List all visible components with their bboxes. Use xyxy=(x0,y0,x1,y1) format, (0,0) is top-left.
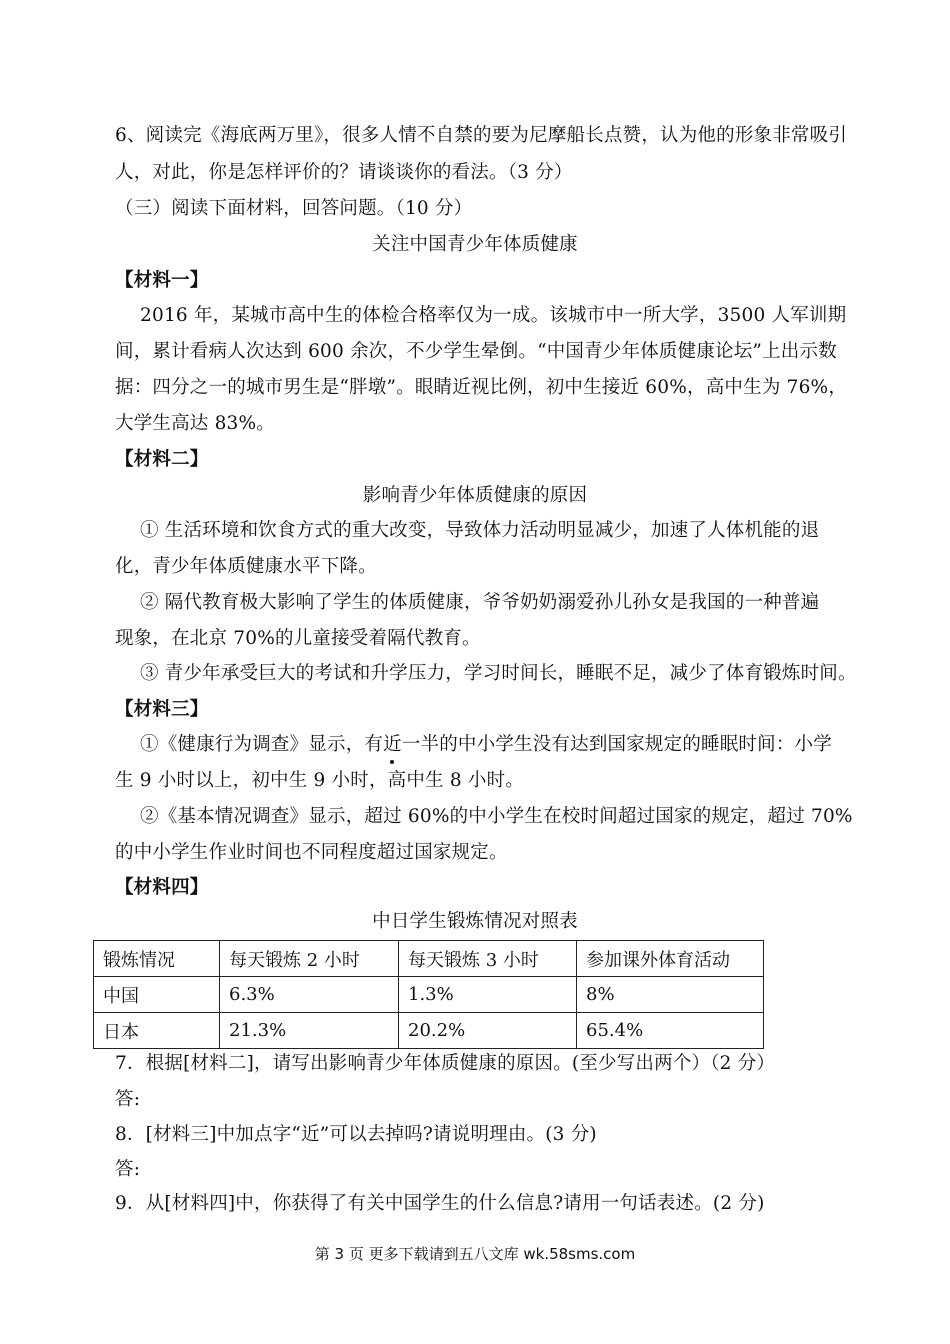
table-cell: 1.3% xyxy=(399,977,577,1013)
material-3-line: 的中小学生作业时间也不同程度超过国家规定。 xyxy=(115,842,508,863)
table-cell: 6.3% xyxy=(220,977,399,1013)
table-cell: 日本 xyxy=(94,1013,220,1049)
table-header-cell: 锻炼情况 xyxy=(94,941,220,977)
question-7: 7．根据[材料二]，请写出影响青少年体质健康的原因。(至少写出两个）（2 分） xyxy=(115,1053,776,1074)
table-cell: 20.2% xyxy=(399,1013,577,1049)
material-1-label: 【材料一】 xyxy=(115,270,209,291)
material-3-line-1-post: 一半的中小学生没有达到国家规定的睡眠时间：小学 xyxy=(401,734,832,755)
material-2-title: 影响青少年体质健康的原因 xyxy=(362,485,588,506)
question-6-line-1: 6、阅读完《海底两万里》，很多人情不自禁的要为尼摩船长点赞，认为他的形象非常吸引 xyxy=(115,125,848,146)
emphasis-dotted-char: 近 xyxy=(383,731,402,759)
material-3-line: ②《基本情况调查》显示，超过 60%的中小学生在校时间超过国家的规定，超过 70% xyxy=(140,806,853,827)
material-4-label: 【材料四】 xyxy=(115,877,209,898)
material-3-label: 【材料三】 xyxy=(115,699,209,720)
material-2-line: 现象，在北京 70%的儿童接受着隔代教育。 xyxy=(115,628,481,649)
material-1-line: 2016 年，某城市高中生的体检合格率仅为一成。该城市中一所大学，3500 人军训期 xyxy=(140,305,847,326)
question-7-answer: 答: xyxy=(115,1089,141,1110)
table-cell: 中国 xyxy=(94,977,220,1013)
material-2-line: ③ 青少年承受巨大的考试和升学压力，学习时间长，睡眠不足，减少了体育锻炼时间。 xyxy=(140,663,857,684)
table-title: 中日学生锻炼情况对照表 xyxy=(372,911,578,932)
table-cell: 65.4% xyxy=(577,1013,764,1049)
material-3-line xyxy=(140,731,832,759)
material-2-line: ② 隔代教育极大影响了学生的体质健康，爷爷奶奶溺爱孙儿孙女是我国的一种普遍 xyxy=(140,592,820,613)
section-3-title: 关注中国青少年体质健康 xyxy=(372,234,578,255)
page-footer: 第 3 页 更多下载请到五八文库 wk.58sms.com xyxy=(314,1245,636,1263)
material-1-line: 大学生高达 83%。 xyxy=(115,413,276,434)
material-2-label: 【材料二】 xyxy=(115,449,209,470)
material-2-line: 化，青少年体质健康水平下降。 xyxy=(115,556,377,577)
question-8: 8．[材料三]中加点字“近”可以去掉吗?请说明理由。(3 分) xyxy=(115,1124,597,1145)
question-8-answer: 答: xyxy=(115,1159,141,1180)
material-1-line: 间，累计看病人次达到 600 余次，不少学生晕倒。“中国青少年体质健康论坛”上出示数 xyxy=(115,341,837,362)
section-3-heading: （三）阅读下面材料，回答问题。（10 分） xyxy=(115,198,473,219)
table-header-cell: 每天锻炼 2 小时 xyxy=(220,941,399,977)
material-1-line: 据：四分之一的城市男生是“胖墩”。眼睛近视比例，初中生接近 60%，高中生为 76%， xyxy=(115,377,848,398)
table-header-row xyxy=(94,941,764,977)
material-2-line: ① 生活环境和饮食方式的重大改变，导致体力活动明显减少，加速了人体机能的退 xyxy=(140,520,820,541)
table-cell: 8% xyxy=(577,977,764,1013)
table-header-cell: 每天锻炼 3 小时 xyxy=(399,941,577,977)
material-3-line: 生 9 小时以上，初中生 9 小时，高中生 8 小时。 xyxy=(115,770,524,791)
table-row xyxy=(94,1013,764,1049)
question-9: 9．从[材料四]中，你获得了有关中国学生的什么信息?请用一句话表述。(2 分) xyxy=(115,1193,765,1214)
material-3-line-1-pre: ①《健康行为调查》显示，有 xyxy=(140,734,384,755)
table-cell: 21.3% xyxy=(220,1013,399,1049)
table-header-cell: 参加课外体育活动 xyxy=(577,941,764,977)
question-6-line-2: 人，对此，你是怎样评价的？请谈谈你的看法。（3 分） xyxy=(115,162,573,183)
exercise-comparison-table xyxy=(93,940,764,1049)
table-row xyxy=(94,977,764,1013)
